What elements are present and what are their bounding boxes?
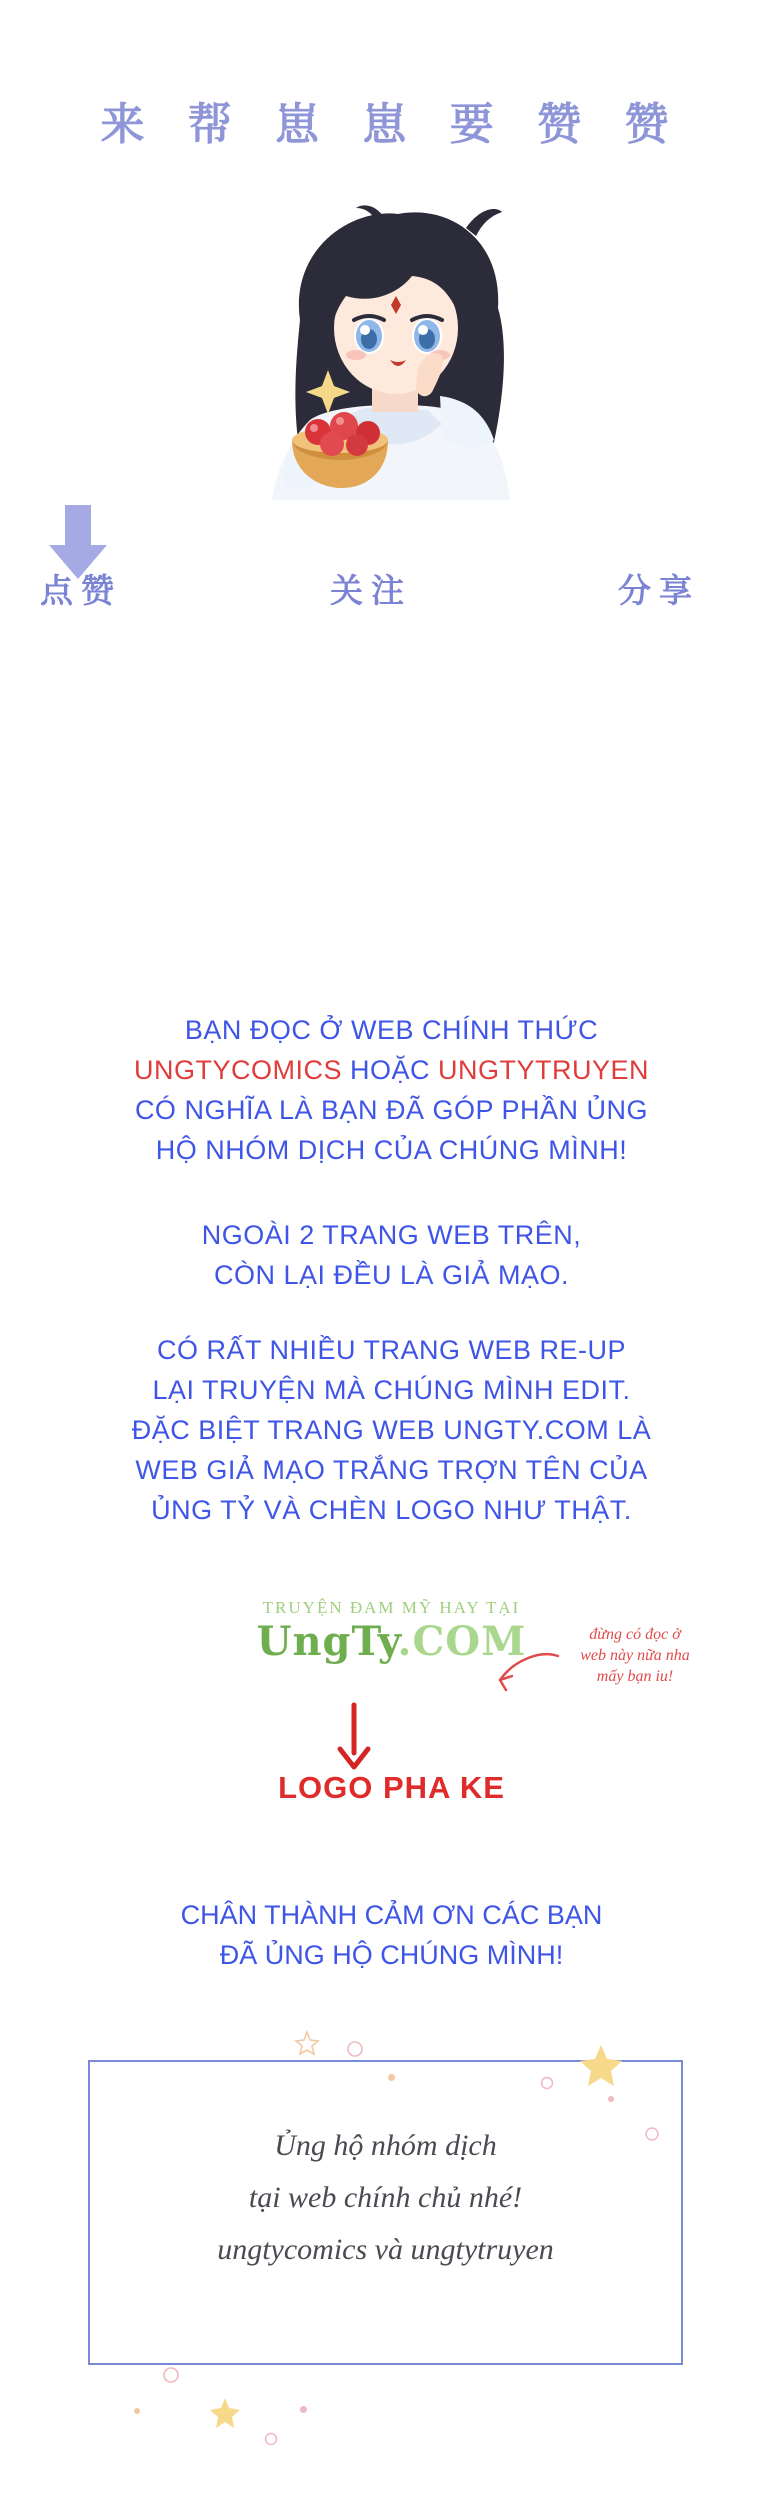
note-line2: web này nữa nha (580, 1647, 690, 1664)
circle-outline-icon-bottom2 (264, 2432, 278, 2446)
cn-actions-row (0, 565, 783, 611)
p2-line1: NGOÀI 2 TRANG WEB TRÊN, (201, 1220, 582, 1250)
p3-line3: ĐẶC BIỆT TRANG WEB UNGTY.COM LÀ (131, 1415, 652, 1445)
p3-line5: ỦNG TỶ VÀ CHÈN LOGO NHƯ THẬT. (151, 1495, 632, 1525)
p1-line2 (0, 1050, 783, 1090)
dot-decoration-2 (608, 2096, 614, 2102)
site-name-ungtytruyen: UNGTYTRUYEN (438, 1055, 650, 1085)
circle-outline-icon-top (346, 2040, 364, 2058)
red-down-arrow-icon (336, 1705, 372, 1769)
p2-line2: CÒN LẠI ĐỀU LÀ GIẢ MẠO. (213, 1260, 570, 1290)
handwritten-warning-note (540, 1624, 730, 1687)
note-line3: mấy bạn iu! (596, 1668, 674, 1685)
dot-decoration-1 (388, 2074, 395, 2081)
thanks-line1: CHÂN THÀNH CẢM ƠN CÁC BẠN (180, 1900, 603, 1930)
fake-logo-label: LOGO PHA KE (278, 1770, 505, 1805)
page-headline (0, 88, 783, 152)
support-card-text (88, 2120, 683, 2276)
circle-outline-icon-right (540, 2076, 554, 2090)
p3-line2: LẠI TRUYỆN MÀ CHÚNG MÌNH EDIT. (152, 1375, 631, 1405)
star-icon-bottom-left (208, 2396, 242, 2430)
thanks-line2: ĐÃ ỦNG HỘ CHÚNG MÌNH! (219, 1940, 564, 1970)
dot-decoration-3 (134, 2408, 140, 2414)
label-like: 点赞 (40, 571, 122, 610)
p1-line4: HỘ NHÓM DỊCH CỦA CHÚNG MÌNH! (155, 1135, 628, 1165)
dot-decoration-4 (300, 2406, 307, 2413)
support-card (88, 2030, 695, 2460)
paragraph-reup-warning (0, 1330, 783, 1530)
star-outline-icon-left (294, 2030, 320, 2056)
fake-logo-name-part2: .COM (397, 1618, 527, 1665)
card-line3: ungtycomics và ungtytruyen (217, 2233, 554, 2266)
p1-line1: BẠN ĐỌC Ở WEB CHÍNH THỨC (184, 1015, 599, 1045)
note-pointer-curve-icon (492, 1650, 562, 1700)
headline-text: 来 帮 崽 崽 要 赞 赞 (100, 99, 683, 150)
p1-line3: CÓ NGHĨA LÀ BẠN ĐÃ GÓP PHẦN ỦNG (134, 1095, 649, 1125)
thank-you-message (0, 1895, 783, 1975)
card-line2: tại web chính chủ nhé! (248, 2181, 523, 2214)
paragraph-official-sites (0, 1010, 783, 1170)
circle-outline-icon-bottom (162, 2366, 180, 2384)
card-line1: Ủng hộ nhóm dịch (274, 2129, 497, 2162)
note-line1: đừng có đọc ở (589, 1626, 681, 1643)
paragraph-other-sites-fake (0, 1215, 783, 1295)
fake-logo-name-part1: UngTy (256, 1618, 398, 1665)
star-icon-top-right (578, 2042, 624, 2088)
p1-conjunction: HOẶC (341, 1055, 438, 1085)
site-name-ungtycomics: UNGTYCOMICS (133, 1055, 342, 1085)
p3-line1: CÓ RẤT NHIỀU TRANG WEB RE-UP (156, 1335, 627, 1365)
label-follow: 关注 (330, 571, 412, 610)
label-share: 分享 (618, 571, 700, 610)
fake-logo-tagline: TRUYỆN ĐAM MỸ HAY TẠI (262, 1598, 521, 1617)
p3-line4: WEB GIẢ MẠO TRẮNG TRỢN TÊN CỦA (135, 1455, 648, 1485)
illustration-girl-with-berries (150, 200, 620, 500)
